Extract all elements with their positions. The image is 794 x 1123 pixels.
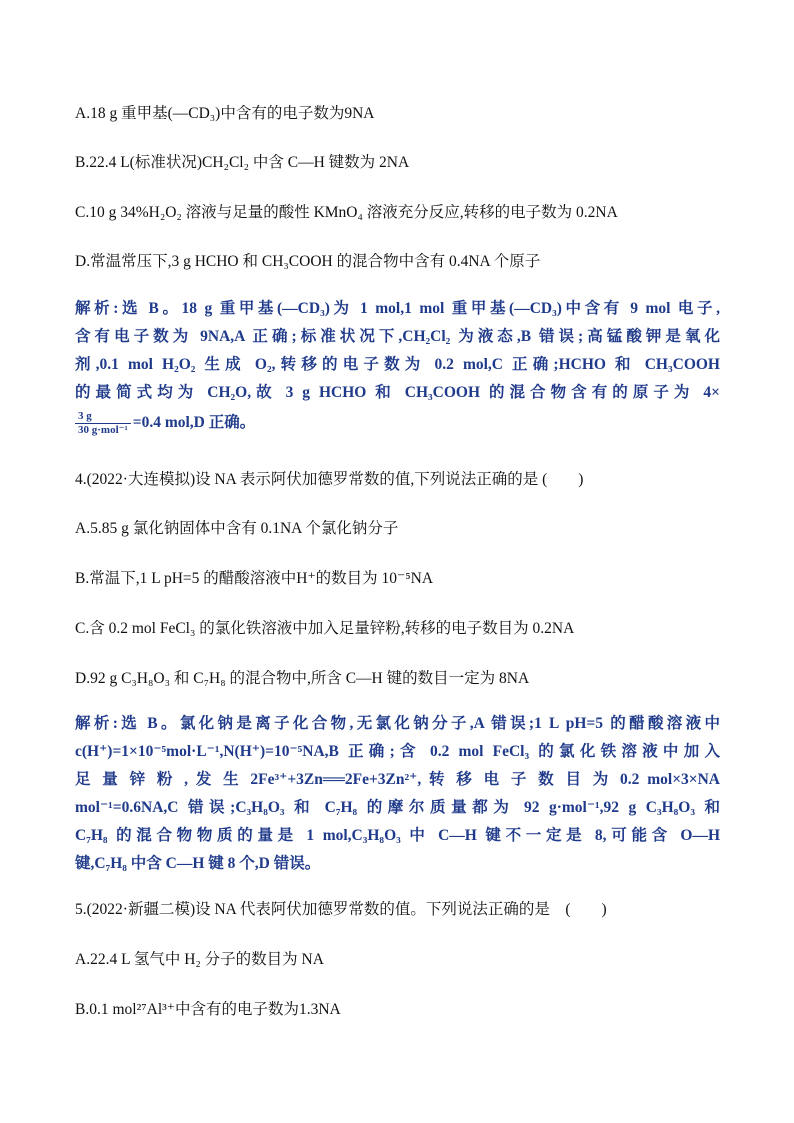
q5-stem: 5.(2022·新疆二模)设 NA 代表阿伏加德罗常数的值。下列说法正确的是 ( ) (75, 901, 607, 918)
q4-solution-line: mol⁻¹=0.6NA,C 错误;C₃H₈O₃ 和 C₇H₈ 的摩尔质量都为 92 g·mol⁻¹,92 g C₃H₈O₃ 和 (75, 799, 720, 816)
fraction-numerator: 3 g (75, 410, 131, 424)
q3-solution (75, 295, 720, 437)
q3-solution-line: 剂,0.1 mol H₂O₂ 生成 O₂,转移的电子数为 0.2 mol,C 正确;HCHO 和 CH₃COOH (75, 356, 720, 373)
q4-option-d: D.92 g C₃H₈O₃ 和 C₇H₈ 的混合物中,所含 C—H 键的数目一定为 8NA (75, 670, 530, 687)
q3-solution-fraction-line (75, 409, 720, 437)
q3-solution-line: 的最简式均为 CH₂O,故 3 g HCHO 和 CH₃COOH 的混合物含有的原子为 4× (75, 384, 720, 401)
q4-solution-line: 足 量 锌 粉 , 发 生 2Fe³⁺+3Zn══2Fe+3Zn²⁺, 转 移 电 子 数 目 为 0.2 mol×3×NA (75, 771, 720, 788)
q4-solution (75, 710, 720, 878)
q5-option-b: B.0.1 mol²⁷Al³⁺中含有的电子数为1.3NA (75, 1001, 341, 1018)
q3-solution-line: 含有电子数为 9NA,A 正确;标准状况下,CH₂Cl₂ 为液态,B 错误;高锰酸钾是氧化 (75, 328, 720, 345)
q4-option-c: C.含 0.2 mol FeCl₃ 的氯化铁溶液中加入足量锌粉,转移的电子数目为 0.2NA (75, 620, 575, 637)
q4-option-a: A.5.85 g 氯化钠固体中含有 0.1NA 个氯化钠分子 (75, 520, 399, 537)
q3-solution-conclusion: =0.4 mol,D 正确。 (132, 414, 256, 431)
q3-option-a: A.18 g 重甲基(—CD₃)中含有的电子数为9NA (75, 105, 375, 122)
molar-fraction (75, 410, 131, 437)
q3-option-b: B.22.4 L(标准状况)CH₂Cl₂ 中含 C—H 键数为 2NA (75, 154, 410, 171)
q4-solution-line: 解析:选 B。氯化钠是离子化合物,无氯化钠分子,A 错误;1 L pH=5 的醋酸溶液中 (75, 715, 720, 732)
fraction-denominator: 30 g·mol⁻¹ (78, 423, 128, 436)
q4-option-b: B.常温下,1 L pH=5 的醋酸溶液中H⁺的数目为 10⁻⁵NA (75, 570, 434, 587)
q3-option-d: D.常温常压下,3 g HCHO 和 CH₃COOH 的混合物中含有 0.4NA 个原子 (75, 253, 541, 270)
q4-solution-line: c(H⁺)=1×10⁻⁵mol·L⁻¹,N(H⁺)=10⁻⁵NA,B 正确;含 0.2 mol FeCl₃ 的氯化铁溶液中加入 (75, 743, 720, 760)
q4-solution-line: 键,C₇H₈ 中含 C—H 键 8 个,D 错误。 (75, 855, 321, 872)
q4-solution-line: C₇H₈ 的混合物物质的量是 1 mol,C₃H₈O₃ 中 C—H 键不一定是 8,可能含 O—H (75, 827, 720, 844)
q3-option-c: C.10 g 34%H₂O₂ 溶液与足量的酸性 KMnO₄ 溶液充分反应,转移的电子数为 0.2NA (75, 204, 618, 221)
q5-option-a: A.22.4 L 氢气中 H₂ 分子的数目为 NA (75, 951, 324, 968)
q4-stem: 4.(2022·大连模拟)设 NA 表示阿伏加德罗常数的值,下列说法正确的是 ( ) (75, 471, 584, 488)
q3-solution-line: 解析:选 B。18 g 重甲基(—CD₃)为 1 mol,1 mol 重甲基(—CD₃)中含有 9 mol 电子, (75, 300, 720, 317)
